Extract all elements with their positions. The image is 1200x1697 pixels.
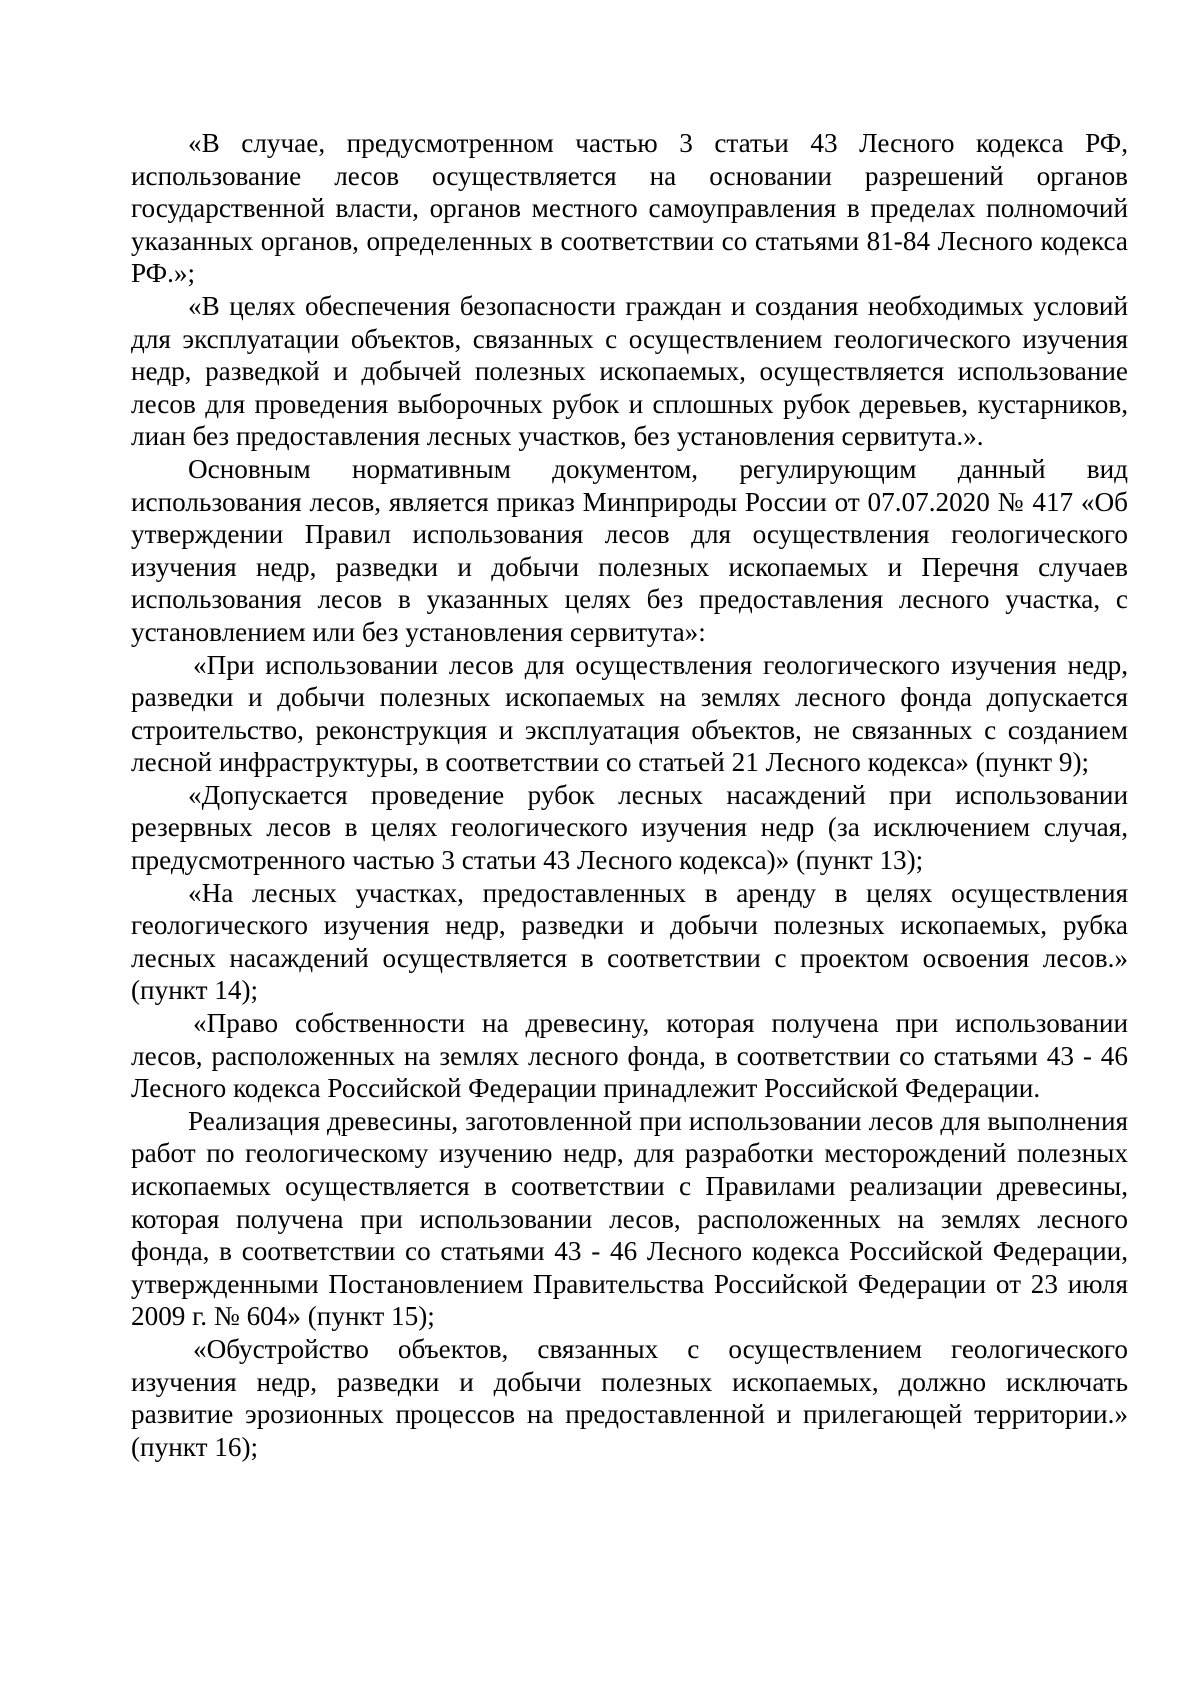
- paragraph-main-regulation: Основным нормативным документом, регулирующим данный вид использования лесов, является приказ Минприроды России от 07.07.2020 № 417 «Об утверждении Правил использования лесов для осуществления геологического изучения недр, разведки и добычи полезных ископаемых и Перечня случаев использования лесов в указанных целях без предоставления лесного участка, с установлением или без установления сервитута»:: [131, 453, 1128, 647]
- paragraph-item-9: «При использовании лесов для осуществления геологического изучения недр, разведки и добычи полезных ископаемых на землях лесного фонда допускается строительство, реконструкция и эксплуатация объектов, не связанных с созданием лесной инфраструктуры, в соответствии со статьей 21 Лесного кодекса» (пункт 9);: [131, 649, 1128, 778]
- paragraph-item-16: «Обустройство объектов, связанных с осуществлением геологического изучения недр, разведки и добычи полезных ископаемых, должно исключать развитие эрозионных процессов на предоставленной и прилегающей территории.» (пункт 16);: [131, 1333, 1128, 1462]
- paragraph-wood-ownership: «Право собственности на древесину, которая получена при использовании лесов, расположенных на землях лесного фонда, в соответствии со статьями 43 - 46 Лесного кодекса Российской Федерации принадлежит Российской Федерации.: [131, 1008, 1128, 1104]
- paragraph-item-14: «На лесных участках, предоставленных в аренду в целях осуществления геологического изучения недр, разведки и добычи полезных ископаемых, рубка лесных насаждений осуществляется в соответствии с проектом освоения лесов.» (пункт 14);: [131, 877, 1128, 1006]
- paragraph-safety-logging: «В целях обеспечения безопасности граждан и создания необходимых условий для эксплуатации объектов, связанных с осуществлением геологического изучения недр, разведкой и добычей полезных ископаемых, осуществляется использование лесов для проведения выборочных рубок и сплошных рубок деревьев, кустарников, лиан без предоставления лесных участков, без установления сервитута.».: [131, 290, 1128, 452]
- paragraph-forest-code-part-3: «В случае, предусмотренном частью 3 статьи 43 Лесного кодекса РФ, использование лесов осуществляется на основании разрешений органов государственной власти, органов местного самоуправления в пределах полномочий указанных органов, определенных в соответствии со статьями 81-84 Лесного кодекса РФ.»;: [131, 128, 1128, 289]
- paragraph-item-15: Реализация древесины, заготовленной при использовании лесов для выполнения работ по геологическому изучению недр, для разработки месторождений полезных ископаемых осуществляется в соответствии с Правилами реализации древесины, которая получена при использовании лесов, расположенных на землях лесного фонда, в соответствии со статьями 43 - 46 Лесного кодекса Российской Федерации, утвержденными Постановлением Правительства Российской Федерации от 23 июля 2009 г. № 604» (пункт 15);: [131, 1105, 1128, 1332]
- paragraph-item-13: «Допускается проведение рубок лесных насаждений при использовании резервных лесов в целях геологического изучения недр (за исключением случая, предусмотренного частью 3 статьи 43 Лесного кодекса)» (пункт 13);: [131, 779, 1128, 876]
- document-body: [131, 127, 1128, 1463]
